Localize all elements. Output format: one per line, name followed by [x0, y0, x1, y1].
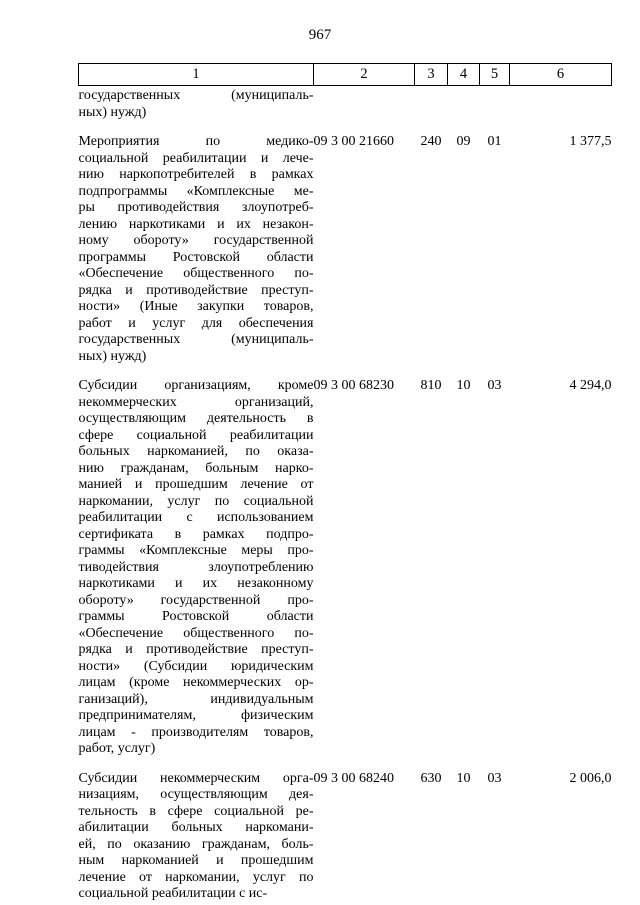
- row-name-line: манией и прошедшим лечение от: [78, 477, 314, 492]
- row-name-line: граммы «Комплексные меры про-: [78, 543, 314, 558]
- row-amount-cell: [510, 86, 612, 122]
- table-row: [79, 758, 612, 903]
- row-name-line: абилитации больных наркомани-: [78, 820, 314, 835]
- row-name-line: подпрограммы «Комплексные ме-: [78, 183, 314, 199]
- row-name-line: нию наркопотребителей в рамках: [78, 167, 314, 182]
- row-name-line: обороту» государственной про-: [78, 592, 314, 608]
- row-name-line: ных) нужд): [78, 348, 147, 364]
- row-name-line: нию гражданам, больным нарко-: [78, 460, 314, 476]
- row-name-line: лицам (кроме некоммерческих ор-: [78, 675, 314, 690]
- row-amount-cell: 1 377,5: [569, 134, 612, 149]
- row-code-cell: 09 3 00 21660: [313, 134, 394, 149]
- row-name-cell: [79, 758, 314, 903]
- row-col5-cell: 03: [487, 378, 502, 393]
- row-name-line: работ и услуг для обеспечения: [78, 315, 314, 331]
- row-name-line: Мероприятия по медико-: [78, 134, 314, 149]
- row-name-line: тельность в сфере социальной ре-: [78, 803, 314, 819]
- row-name-line: Субсидии некоммерческим орга-: [78, 770, 314, 786]
- row-name-line: ности» (Иные закупки товаров,: [78, 299, 314, 314]
- row-name-line: ным наркоманией и прошедшим: [78, 853, 314, 868]
- row-amount-cell: 2 006,0: [569, 770, 612, 786]
- header-col-3: 3: [415, 64, 448, 86]
- row-name-line: тиводействия злоупотреблению: [78, 559, 314, 575]
- row-name-line: ей, по оказанию гражданам, боль-: [78, 836, 314, 852]
- row-name-line: рядка и противодействие преступ-: [78, 282, 314, 298]
- row-name-line: «Обеспечение общественного по-: [78, 625, 314, 641]
- row-name-line: ному обороту» государственной: [78, 233, 314, 248]
- row-col5-cell: [480, 86, 510, 122]
- row-name-line: государственных (муниципаль-: [78, 332, 314, 347]
- row-name-cell: [79, 121, 314, 365]
- row-name-line: ры противодействия злоупотреб-: [78, 200, 314, 215]
- row-name-line: «Обеспечение общественного по-: [78, 266, 314, 281]
- row-name-line: некоммерческих организаций,: [78, 394, 314, 410]
- table-body: [79, 86, 612, 903]
- row-code-cell: 09 3 00 68230: [313, 378, 394, 393]
- row-col3-cell: [415, 86, 448, 122]
- row-name-line: лению наркотиками и их незакон-: [78, 216, 314, 232]
- row-name-line: социальной реабилитации и лече-: [78, 150, 314, 166]
- row-name-line: граммы Ростовской области: [78, 609, 314, 624]
- row-name-line: осуществляющим деятельность в: [78, 411, 314, 426]
- header-col-2: 2: [314, 64, 415, 86]
- row-name-line: наркотиками и их незаконному: [78, 576, 314, 591]
- header-col-4: 4: [448, 64, 480, 86]
- row-name-line: лечение от наркомании, услуг по: [78, 869, 314, 885]
- budget-table: [78, 63, 612, 903]
- row-name-line: сфере социальной реабилитации: [78, 427, 314, 443]
- row-col4-cell: [448, 86, 480, 122]
- row-col4-cell: 10: [456, 378, 471, 393]
- row-name-line: низациям, осуществляющим дея-: [78, 787, 314, 802]
- row-name-line: социальной реабилитации с ис-: [78, 886, 268, 901]
- header-col-6: 6: [510, 64, 612, 86]
- row-col3-cell: 630: [420, 770, 442, 786]
- table-row: [79, 86, 612, 122]
- row-name-line: ности» (Субсидии юридическим: [78, 658, 314, 674]
- row-name-line: реабилитации с использованием: [78, 510, 314, 525]
- row-code-cell: [314, 86, 415, 122]
- row-name-line: лицам - производителям товаров,: [78, 724, 314, 740]
- row-name-line: ганизаций), индивидуальным: [78, 691, 314, 707]
- table-header-row: [79, 64, 612, 86]
- row-code-cell: 09 3 00 68240: [313, 770, 394, 786]
- row-col5-cell: 01: [487, 134, 502, 149]
- row-amount-cell: 4 294,0: [569, 378, 612, 393]
- row-name-line: больных наркоманией, по оказа-: [78, 444, 314, 459]
- row-name-line: наркомании, услуг по социальной: [78, 493, 314, 509]
- row-name-line: государственных (муниципаль-: [78, 88, 314, 103]
- row-col3-cell: 810: [420, 378, 442, 393]
- row-name-line: предпринимателям, физическим: [78, 708, 314, 723]
- header-col-5: 5: [480, 64, 510, 86]
- row-name-cell: [79, 86, 314, 122]
- table-row: [79, 365, 612, 758]
- table-row: [79, 121, 612, 365]
- row-name-line: сертификата в рамках подпро-: [78, 526, 314, 542]
- row-name-line: ных) нужд): [78, 104, 147, 120]
- row-name-line: Субсидии организациям, кроме: [78, 378, 314, 393]
- row-name-cell: [79, 365, 314, 758]
- row-name-line: работ, услуг): [78, 741, 156, 756]
- row-name-line: программы Ростовской области: [78, 249, 314, 265]
- row-name-line: рядка и противодействие преступ-: [78, 642, 314, 657]
- page-number: 967: [308, 27, 332, 43]
- row-col5-cell: 03: [487, 770, 502, 786]
- header-col-1: 1: [79, 64, 314, 86]
- row-col4-cell: 10: [456, 770, 471, 786]
- row-col4-cell: 09: [456, 134, 471, 149]
- row-col3-cell: 240: [420, 134, 442, 149]
